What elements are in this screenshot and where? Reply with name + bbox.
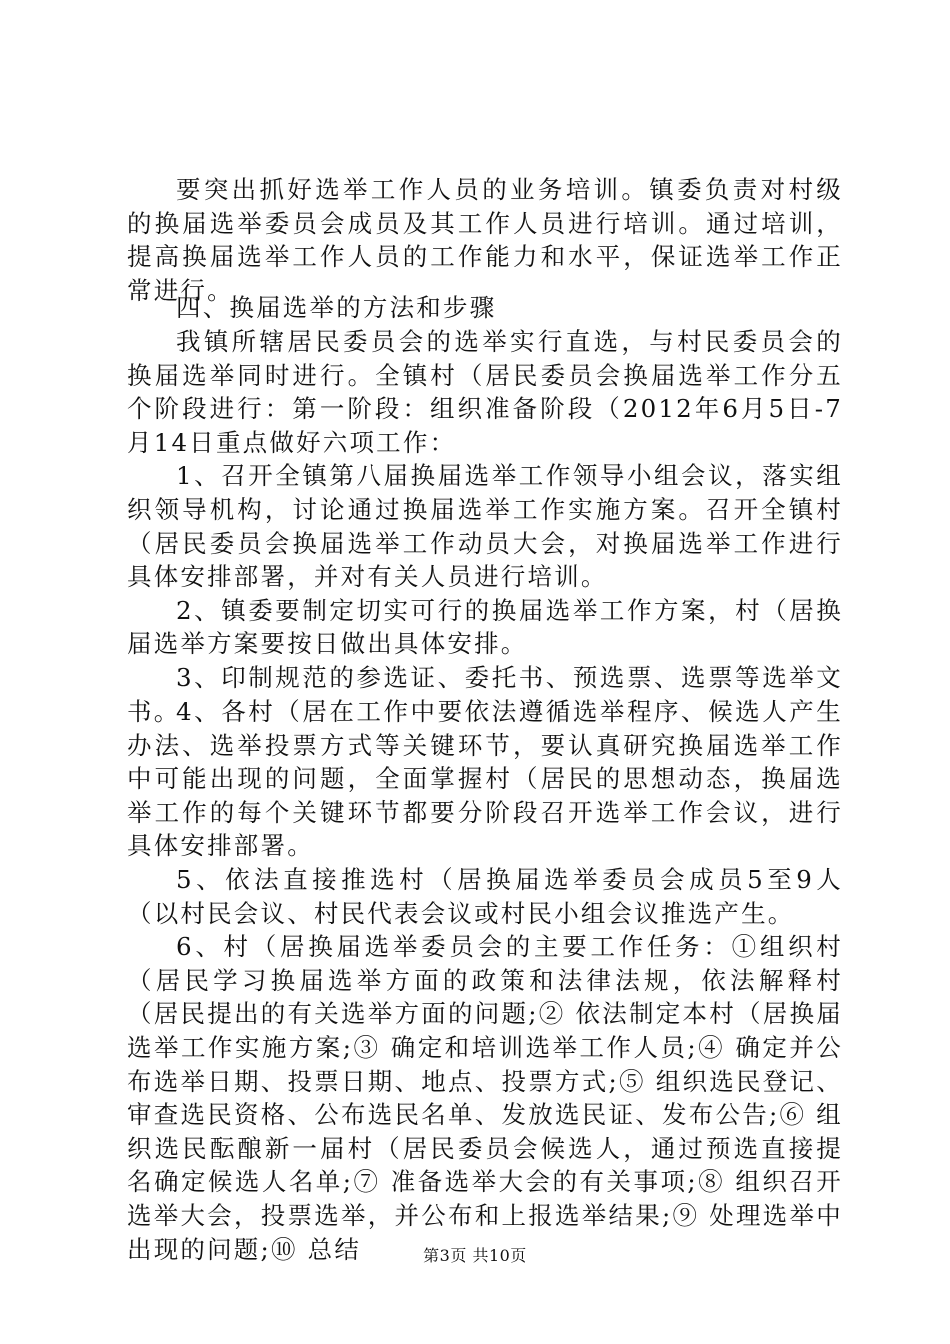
section-heading-4 bbox=[127, 291, 843, 325]
list-item-6: 6、村（居换届选举委员会的主要工作任务：①组织村（居民学习换届选举方面的政策和法律法规，依法解释村（居民提出的有关选举方面的问题;② 依法制定本村（居换届选举工作实施方案;③ 确定和培训选举工作人员;④ 确定并公布选举日期、投票日期、地点、投票方式;⑤ 组织选民登记、审查选民资格、公布选民名单、发放选民证、发布公告;⑥ 组织选民酝酿新一届村（居民委员会候选人，通过预选直接提名确定候选人名单;⑦ 准备选举大会的有关事项;⑧ 组织召开选举大会，投票选举，并公布和上报选举结果;⑨ 处理选举中出现的问题;⑩ 总结 bbox=[127, 932, 843, 1264]
paragraph-training bbox=[127, 173, 843, 307]
paragraph-text: 要突出抓好选举工作人员的业务培训。镇委负责对村级的换届选举委员会成员及其工作人员进行培训。通过培训，提高换届选举工作人员的工作能力和水平，保证选举工作正常进行。 bbox=[127, 175, 843, 305]
section-heading-text: 四、换届选举的方法和步骤 bbox=[176, 293, 497, 322]
paragraph-steps bbox=[127, 325, 843, 728]
list-item-5: 5、依法直接推选村（居换届选举委员会成员5至9人（以村民会议、村民代表会议或村民小组会议推选产生。 bbox=[127, 864, 843, 928]
list-item-2: 2、镇委要制定切实可行的换届选举工作方案，村（居换届选举方案要按日做出具体安排。 bbox=[127, 595, 843, 659]
list-item-3: 3、印制规范的参选证、委托书、预选票、选票等选举文书。 bbox=[127, 662, 843, 726]
list-item-1: 1、召开全镇第八届换届选举工作领导小组会议，落实组织领导机构，讨论通过换届选举工作实施方案。召开全镇村（居民委员会换届选举工作动员大会，对换届选举工作进行具体安排部署，并对有关人员进行培训。 bbox=[127, 461, 843, 592]
paragraph-text: 我镇所辖居民委员会的选举实行直选，与村民委员会的换届选举同时进行。全镇村（居民委员会换届选举工作分五个阶段进行：第一阶段：组织准备阶段（2012年6月5日-7月14日重点做好六项工作： bbox=[127, 327, 843, 457]
paragraph-list-continued bbox=[127, 695, 843, 1266]
list-item-4: 4、各村（居在工作中要依法遵循选举程序、候选人产生办法、选举投票方式等关键环节，要认真研究换届选举工作中可能出现的问题，全面掌握村（居民的思想动态，换届选举工作的每个关键环节都要分阶段召开选举工作会议，进行具体安排部署。 bbox=[127, 697, 843, 861]
page-number-footer: 第3页 共10页 bbox=[423, 1246, 527, 1265]
